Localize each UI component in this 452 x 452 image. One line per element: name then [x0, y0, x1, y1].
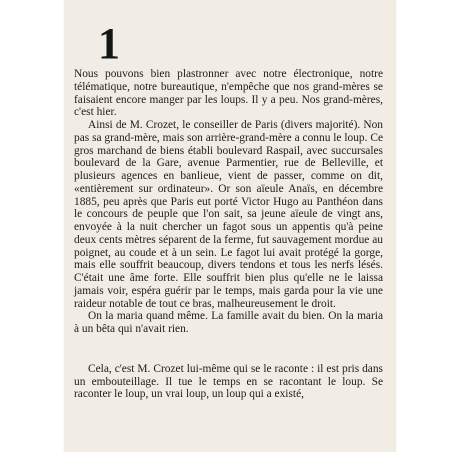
show-through-text	[88, 2, 91, 12]
body-text	[74, 68, 383, 401]
paragraph-2: Ainsi de M. Crozet, le conseiller de Paris (divers majorité). Non pas sa grand-mère, mais son arrière-grand-mère a connu le loup. Ce gros marchand de biens établi boulevard Raspail, avec succursales boulevard de la Gare, avenue Parmentier, rue de Belleville, et plusieurs agences en banlieue, vient de passer, comme on dit, «entièrement sur ordinateur». Or son aïeule Anaïs, en décembre 1885, peu après que Paris eut porté Victor Hugo au Panthéon dans le concours de peuple que l'on sait, sa jeune aïeule de vingt ans, envoyée à la nuit chercher un fagot sous un appentis qu'à peine deux cents mètres séparent de la ferme, fut sauvagement mordue au poignet, au coude et à un sein. Le fagot lui avait protégé la gorge, mais elle souffrit beaucoup, divers tendons et tous les nerfs lésés. C'était une âme forte. Elle souffrit bien plus qu'elle ne le laissa jamais voir, espéra guérir par le temps, mais garda pour la vie une raideur notable de tout ce bras, malheureusement le droit.	[74, 119, 383, 310]
chapter-number: 1	[98, 19, 120, 68]
paragraph-3: On la maria quand même. La famille avait du bien. On la maria à un bêta qui n'avait rien.	[74, 310, 383, 335]
paragraph-1: Nous pouvons bien plastronner avec notre électronique, notre télématique, notre bureautique, n'empêche que nos grand-mères se faisaient encore manger par les loups. Il y a peu. Nos grand-mères, c'est hier.	[74, 68, 383, 119]
paragraph-4: Cela, c'est M. Crozet lui-même qui se le raconte : il est pris dans un embouteillage. Il tue le temps en se racontant le loup. Se raconter le loup, un vrai loup, un loup qui a existé,	[74, 362, 383, 401]
book-page	[64, 0, 396, 452]
